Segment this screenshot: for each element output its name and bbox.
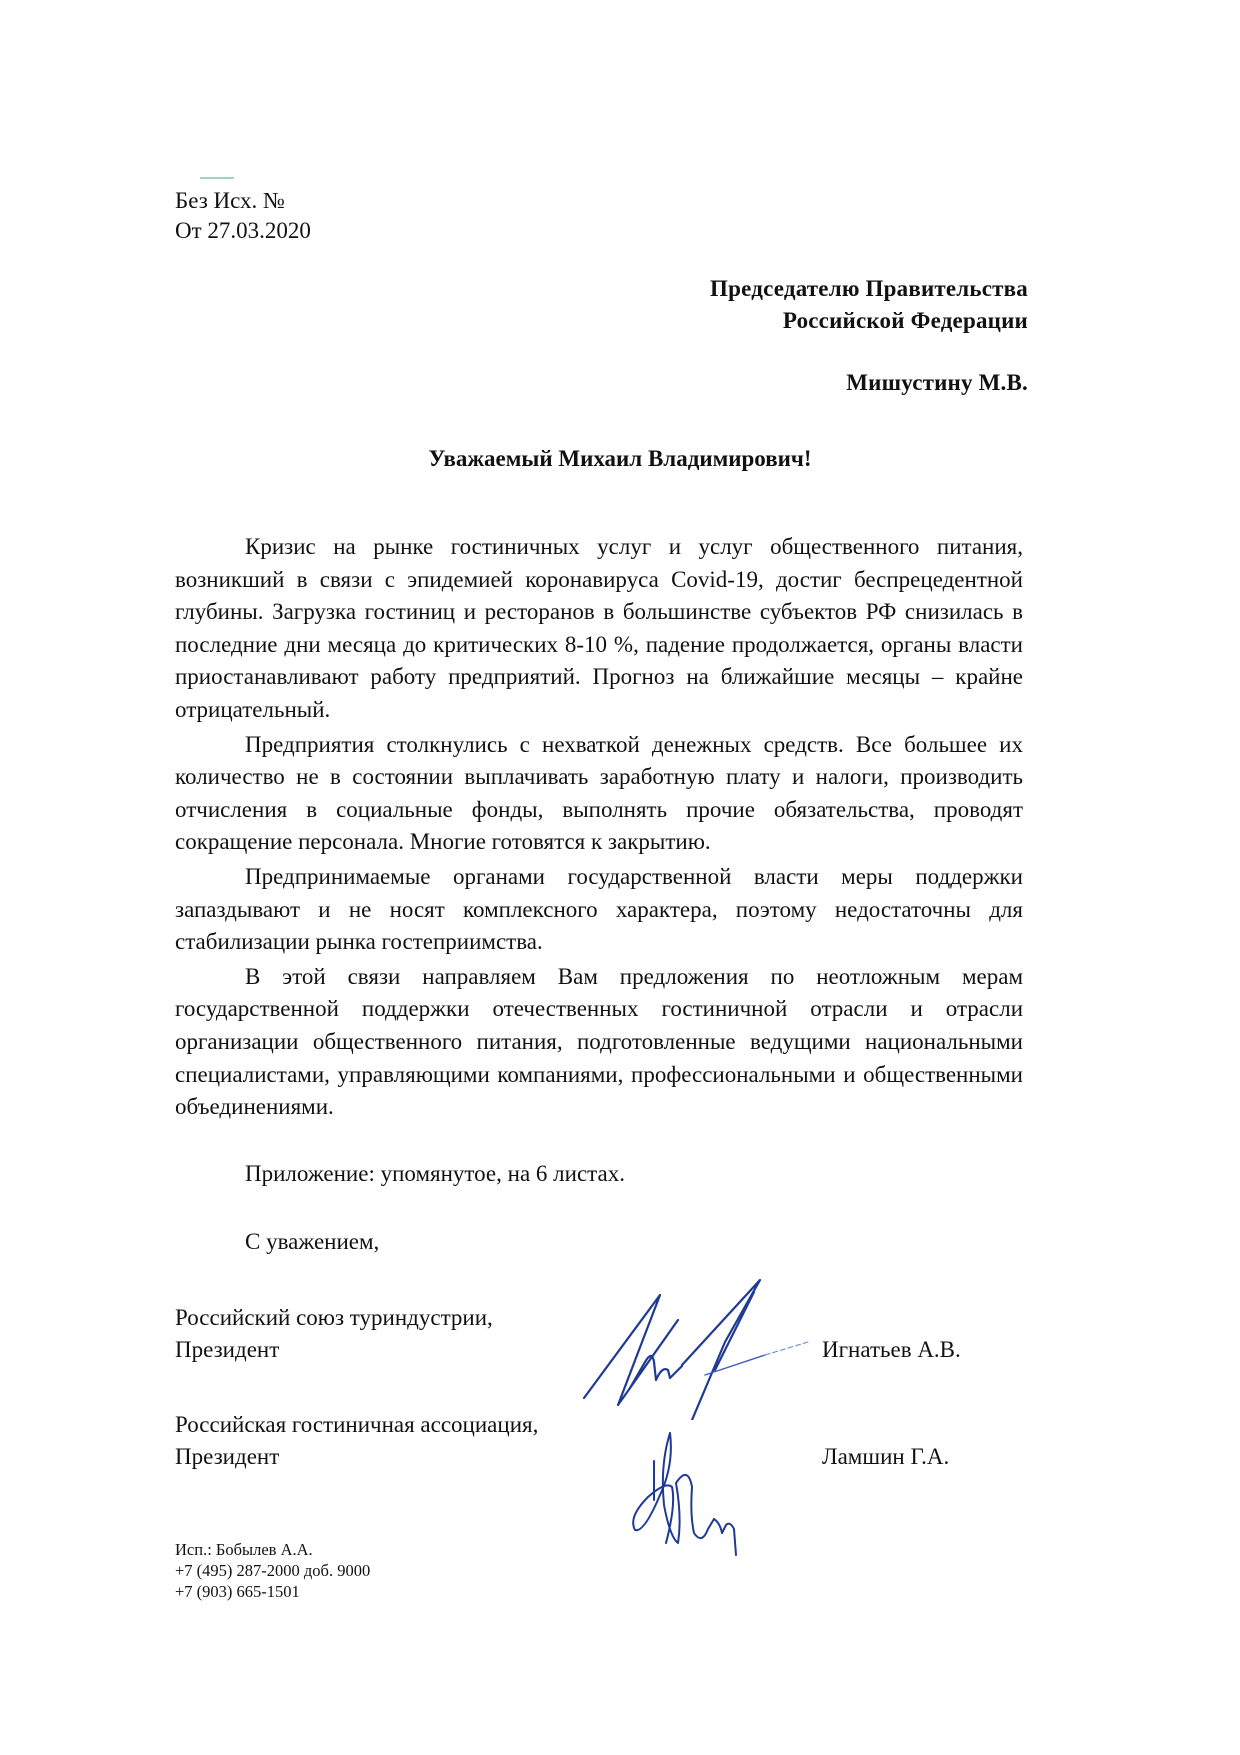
signature-lamshin-icon <box>630 1425 760 1560</box>
signatory-2 <box>175 1409 538 1473</box>
letter-body <box>175 531 1023 1126</box>
executor-block <box>175 1539 370 1602</box>
paragraph: Предприятия столкнулись с нехваткой денежных средств. Все большее их количество не в состоянии выплачивать заработную плату и налоги, производить отчисления в социальные фонды, выполнять прочие обязательства, проводят сокращение персонала. Многие готовятся к закрытию. <box>175 731 1023 855</box>
attachment-note: Приложение: упомянутое, на 6 листах. <box>245 1161 625 1186</box>
signatory-title: Президент <box>175 1337 280 1362</box>
paragraph: В этой связи направляем Вам предложения по неотложным мерам государственной поддержки отечественных гостиничной отрасли и отрасли организации общественного питания, подготовленные ведущими национальными специалистами, управляющими компаниями, профессиональными и общественными объединениями. <box>175 963 1023 1120</box>
signatory-1-name: Игнатьев А.В. <box>822 1337 961 1362</box>
signatory-2-name: Ламшин Г.А. <box>822 1444 950 1469</box>
addressee-name: Мишустину М.В. <box>846 370 1028 395</box>
addressee-block <box>710 273 1028 399</box>
letter-date: От 27.03.2020 <box>175 218 311 243</box>
paragraph: Кризис на рынке гостиничных услуг и услуг общественного питания, возникший в связи с эпидемией коронавируса Covid-19, достиг беспрецедентной глубины. Загрузка гостиниц и ресторанов в большинстве субъектов РФ снизилась в последние дни месяца до критических 8-10 %, падение продолжается, органы власти приостанавливают работу предприятий. Прогноз на ближайшие месяцы – крайне отрицательный. <box>175 534 1023 722</box>
scan-mark <box>200 177 234 179</box>
signatory-1 <box>175 1302 493 1366</box>
outgoing-number: Без Исх. № <box>175 188 285 213</box>
signature-ignatyev-icon <box>570 1270 810 1420</box>
signatory-organization: Российская гостиничная ассоциация, <box>175 1412 539 1437</box>
executor-phone-2: +7 (903) 665-1501 <box>175 1582 300 1601</box>
addressee-position-line2: Российской Федерации <box>782 308 1028 333</box>
registration-block <box>175 186 311 246</box>
executor-name: Исп.: Бобылев А.А. <box>175 1540 313 1559</box>
paragraph: Предпринимаемые органами государственной власти меры поддержки запаздывают и не носят комплексного характера, поэтому недостаточны для стабилизации рынка гостеприимства. <box>175 863 1023 955</box>
executor-phone-1: +7 (495) 287-2000 доб. 9000 <box>175 1561 371 1580</box>
signatory-title: Президент <box>175 1444 280 1469</box>
signatory-organization: Российский союз туриндустрии, <box>175 1305 493 1330</box>
addressee-position-line1: Председателю Правительства <box>710 276 1028 301</box>
closing: С уважением, <box>245 1229 380 1254</box>
salutation: Уважаемый Михаил Владимирович! <box>428 446 812 471</box>
